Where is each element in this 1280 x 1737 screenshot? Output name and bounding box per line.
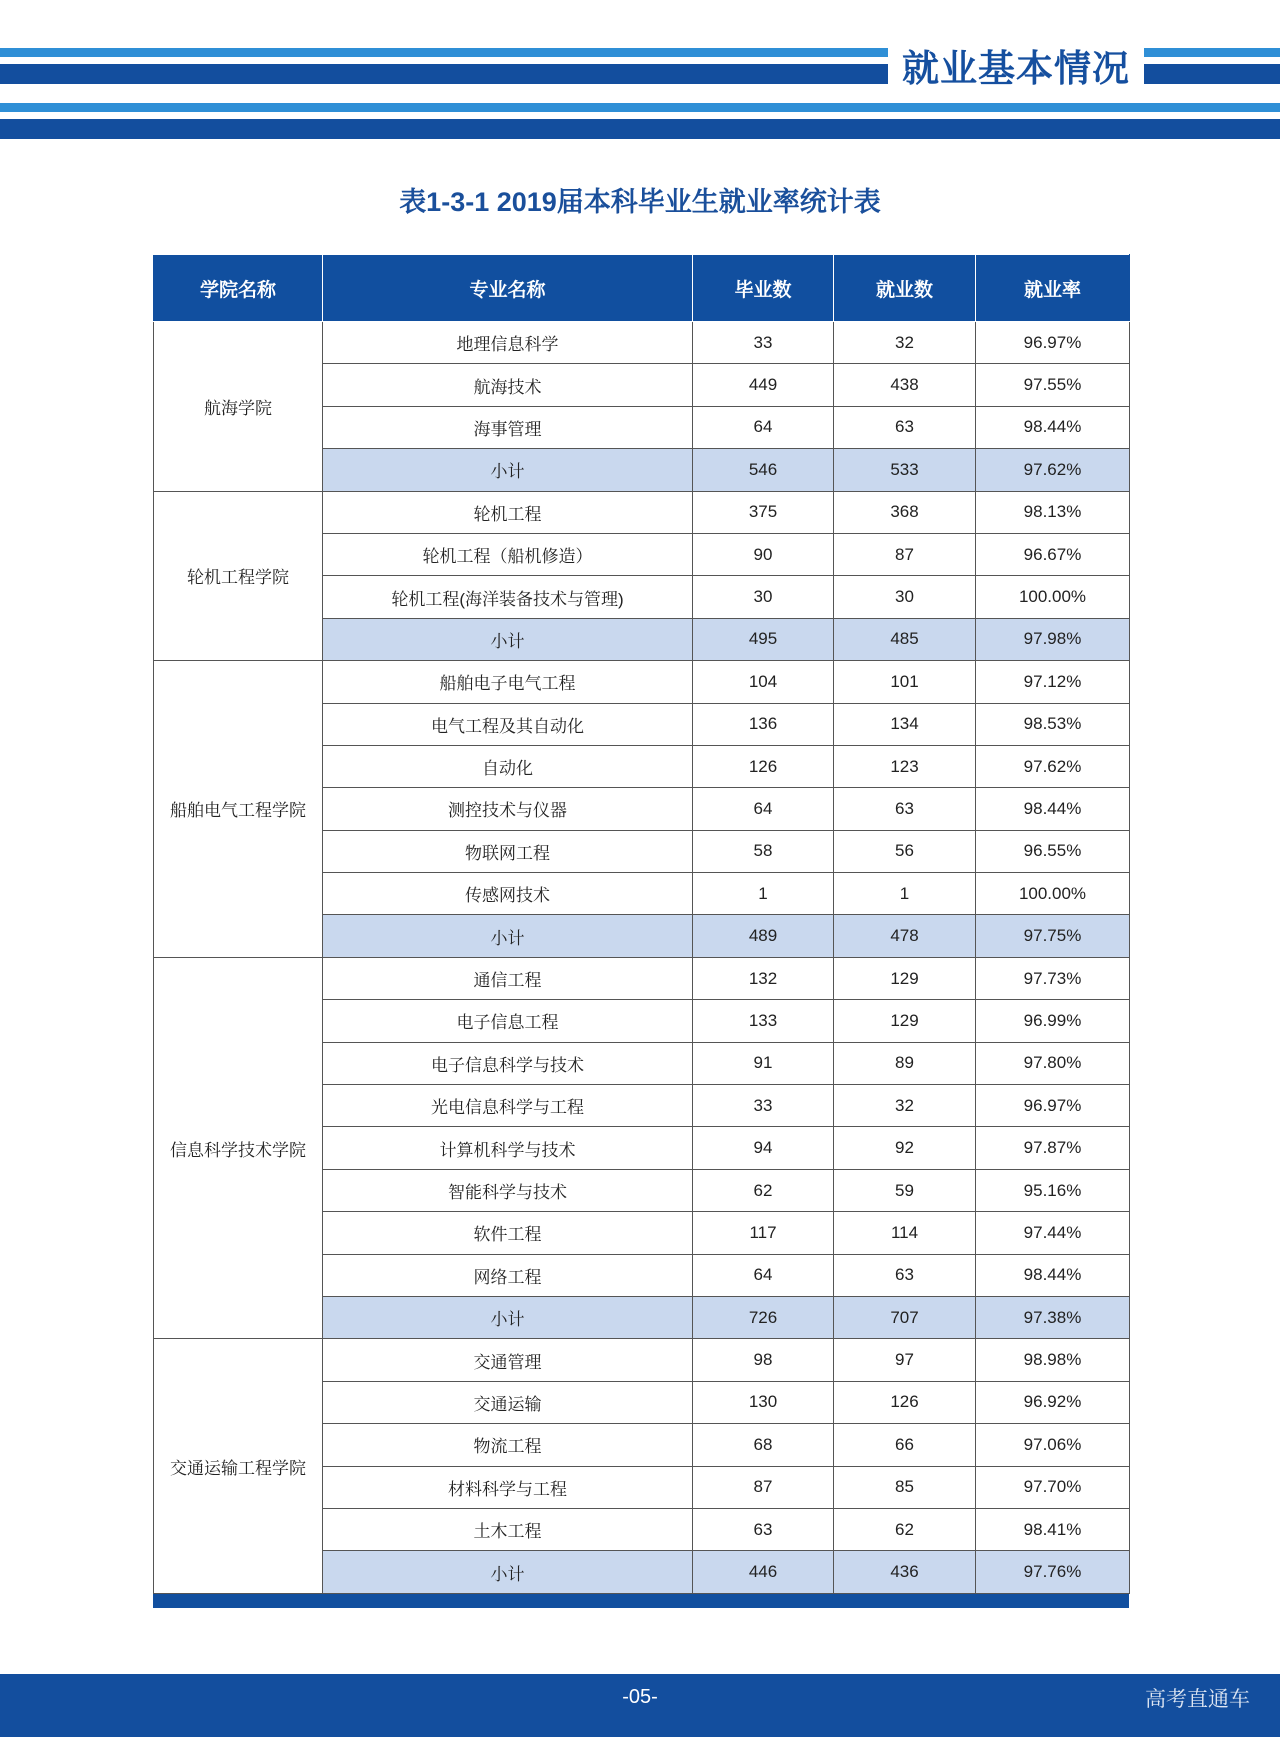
employment-rate-cell: 98.44% xyxy=(976,406,1130,448)
employed-cell: 123 xyxy=(834,745,976,787)
section-title: 就业基本情况 xyxy=(902,48,1130,89)
employed-cell: 63 xyxy=(834,1254,976,1296)
employment-rate-cell: 97.62% xyxy=(976,449,1130,491)
employment-rate-cell: 97.06% xyxy=(976,1424,1130,1466)
graduates-cell: 449 xyxy=(693,364,834,406)
graduates-cell: 30 xyxy=(693,576,834,618)
employment-rate-cell: 100.00% xyxy=(976,576,1130,618)
major-name-cell: 小计 xyxy=(323,1296,693,1338)
header-stripe-dark-left xyxy=(0,64,888,84)
college-name-cell: 航海学院 xyxy=(154,322,323,492)
employment-rate-cell: 98.44% xyxy=(976,1254,1130,1296)
major-name-cell: 土木工程 xyxy=(323,1508,693,1550)
table-row xyxy=(154,322,1130,364)
major-name-cell: 智能科学与技术 xyxy=(323,1169,693,1211)
major-name-cell: 软件工程 xyxy=(323,1212,693,1254)
employed-cell: 59 xyxy=(834,1169,976,1211)
major-name-cell: 小计 xyxy=(323,618,693,660)
table-row xyxy=(154,957,1130,999)
graduates-cell: 64 xyxy=(693,788,834,830)
employed-cell: 92 xyxy=(834,1127,976,1169)
column-header-college: 学院名称 xyxy=(154,255,323,322)
employed-cell: 707 xyxy=(834,1296,976,1338)
employed-cell: 97 xyxy=(834,1339,976,1381)
page-number: -05- xyxy=(622,1686,658,1708)
employed-cell: 114 xyxy=(834,1212,976,1254)
employment-rate-cell: 98.44% xyxy=(976,788,1130,830)
employed-cell: 32 xyxy=(834,322,976,364)
employment-rate-cell: 97.44% xyxy=(976,1212,1130,1254)
graduates-cell: 495 xyxy=(693,618,834,660)
employment-rate-cell: 98.13% xyxy=(976,491,1130,533)
table-row xyxy=(154,1339,1130,1381)
employment-rate-cell: 97.55% xyxy=(976,364,1130,406)
graduates-cell: 33 xyxy=(693,1085,834,1127)
major-name-cell: 传感网技术 xyxy=(323,873,693,915)
column-header-graduates: 毕业数 xyxy=(693,255,834,322)
employed-cell: 85 xyxy=(834,1466,976,1508)
major-name-cell: 小计 xyxy=(323,1551,693,1593)
employment-rate-cell: 97.76% xyxy=(976,1551,1130,1593)
major-name-cell: 小计 xyxy=(323,915,693,957)
major-name-cell: 轮机工程 xyxy=(323,491,693,533)
employment-rate-cell: 96.67% xyxy=(976,533,1130,575)
college-name-cell: 信息科学技术学院 xyxy=(154,957,323,1339)
employed-cell: 368 xyxy=(834,491,976,533)
employed-cell: 478 xyxy=(834,915,976,957)
major-name-cell: 网络工程 xyxy=(323,1254,693,1296)
table-title: 表1-3-1 2019届本科毕业生就业率统计表 xyxy=(399,187,881,217)
graduates-cell: 446 xyxy=(693,1551,834,1593)
graduates-cell: 91 xyxy=(693,1042,834,1084)
employment-rate-cell: 97.75% xyxy=(976,915,1130,957)
graduates-cell: 546 xyxy=(693,449,834,491)
major-name-cell: 轮机工程(海洋装备技术与管理) xyxy=(323,576,693,618)
major-name-cell: 船舶电子电气工程 xyxy=(323,661,693,703)
employed-cell: 32 xyxy=(834,1085,976,1127)
employed-cell: 129 xyxy=(834,1000,976,1042)
employed-cell: 126 xyxy=(834,1381,976,1423)
employment-rate-cell: 97.12% xyxy=(976,661,1130,703)
table-header-row xyxy=(154,255,1130,322)
employment-rate-cell: 96.99% xyxy=(976,1000,1130,1042)
employment-rate-cell: 96.97% xyxy=(976,1085,1130,1127)
graduates-cell: 68 xyxy=(693,1424,834,1466)
graduates-cell: 126 xyxy=(693,745,834,787)
graduates-cell: 64 xyxy=(693,406,834,448)
employment-rate-cell: 97.73% xyxy=(976,957,1130,999)
graduates-cell: 726 xyxy=(693,1296,834,1338)
employment-rate-cell: 97.62% xyxy=(976,745,1130,787)
major-name-cell: 通信工程 xyxy=(323,957,693,999)
graduates-cell: 133 xyxy=(693,1000,834,1042)
employment-rate-cell: 100.00% xyxy=(976,873,1130,915)
employed-cell: 436 xyxy=(834,1551,976,1593)
employed-cell: 66 xyxy=(834,1424,976,1466)
brand-watermark: 高考直通车 xyxy=(1145,1688,1250,1711)
major-name-cell: 物联网工程 xyxy=(323,830,693,872)
graduates-cell: 87 xyxy=(693,1466,834,1508)
major-name-cell: 电子信息工程 xyxy=(323,1000,693,1042)
header-stripe-light-full xyxy=(0,103,1280,112)
graduates-cell: 63 xyxy=(693,1508,834,1550)
employment-rate-cell: 97.98% xyxy=(976,618,1130,660)
major-name-cell: 测控技术与仪器 xyxy=(323,788,693,830)
table-row xyxy=(154,661,1130,703)
major-name-cell: 地理信息科学 xyxy=(323,322,693,364)
graduates-cell: 375 xyxy=(693,491,834,533)
major-name-cell: 海事管理 xyxy=(323,406,693,448)
employed-cell: 533 xyxy=(834,449,976,491)
employment-rate-cell: 97.80% xyxy=(976,1042,1130,1084)
employment-rate-cell: 98.41% xyxy=(976,1508,1130,1550)
major-name-cell: 光电信息科学与工程 xyxy=(323,1085,693,1127)
employment-rate-cell: 97.87% xyxy=(976,1127,1130,1169)
employed-cell: 89 xyxy=(834,1042,976,1084)
major-name-cell: 小计 xyxy=(323,449,693,491)
graduates-cell: 130 xyxy=(693,1381,834,1423)
employment-rate-cell: 97.38% xyxy=(976,1296,1130,1338)
table-body xyxy=(154,322,1130,1594)
employed-cell: 485 xyxy=(834,618,976,660)
graduates-cell: 132 xyxy=(693,957,834,999)
employment-rate-cell: 98.98% xyxy=(976,1339,1130,1381)
graduates-cell: 62 xyxy=(693,1169,834,1211)
graduates-cell: 90 xyxy=(693,533,834,575)
major-name-cell: 电子信息科学与技术 xyxy=(323,1042,693,1084)
college-name-cell: 船舶电气工程学院 xyxy=(154,661,323,958)
employed-cell: 63 xyxy=(834,406,976,448)
major-name-cell: 材料科学与工程 xyxy=(323,1466,693,1508)
employment-rate-cell: 98.53% xyxy=(976,703,1130,745)
employment-rate-table xyxy=(153,254,1130,1594)
major-name-cell: 电气工程及其自动化 xyxy=(323,703,693,745)
header-stripe-dark-right xyxy=(1144,64,1280,84)
college-name-cell: 交通运输工程学院 xyxy=(154,1339,323,1593)
graduates-cell: 58 xyxy=(693,830,834,872)
major-name-cell: 航海技术 xyxy=(323,364,693,406)
graduates-cell: 136 xyxy=(693,703,834,745)
employed-cell: 30 xyxy=(834,576,976,618)
graduates-cell: 64 xyxy=(693,1254,834,1296)
employment-rate-cell: 96.97% xyxy=(976,322,1130,364)
column-header-employed: 就业数 xyxy=(834,255,976,322)
employment-rate-cell: 95.16% xyxy=(976,1169,1130,1211)
graduates-cell: 33 xyxy=(693,322,834,364)
employed-cell: 63 xyxy=(834,788,976,830)
table-bottom-bar xyxy=(153,1594,1129,1608)
employment-rate-cell: 97.70% xyxy=(976,1466,1130,1508)
graduates-cell: 1 xyxy=(693,873,834,915)
employment-rate-cell: 96.55% xyxy=(976,830,1130,872)
major-name-cell: 轮机工程（船机修造） xyxy=(323,533,693,575)
employed-cell: 129 xyxy=(834,957,976,999)
employment-rate-cell: 96.92% xyxy=(976,1381,1130,1423)
major-name-cell: 计算机科学与技术 xyxy=(323,1127,693,1169)
graduates-cell: 98 xyxy=(693,1339,834,1381)
major-name-cell: 物流工程 xyxy=(323,1424,693,1466)
header-stripe-light-left xyxy=(0,48,888,57)
employed-cell: 101 xyxy=(834,661,976,703)
employed-cell: 438 xyxy=(834,364,976,406)
employed-cell: 56 xyxy=(834,830,976,872)
employed-cell: 87 xyxy=(834,533,976,575)
college-name-cell: 轮机工程学院 xyxy=(154,491,323,661)
graduates-cell: 104 xyxy=(693,661,834,703)
graduates-cell: 94 xyxy=(693,1127,834,1169)
table-row xyxy=(154,491,1130,533)
employed-cell: 1 xyxy=(834,873,976,915)
column-header-rate: 就业率 xyxy=(976,255,1130,322)
employed-cell: 134 xyxy=(834,703,976,745)
employed-cell: 62 xyxy=(834,1508,976,1550)
header-stripe-light-right xyxy=(1144,48,1280,57)
header-stripe-dark-full xyxy=(0,119,1280,139)
major-name-cell: 交通运输 xyxy=(323,1381,693,1423)
column-header-major: 专业名称 xyxy=(323,255,693,322)
graduates-cell: 489 xyxy=(693,915,834,957)
major-name-cell: 交通管理 xyxy=(323,1339,693,1381)
graduates-cell: 117 xyxy=(693,1212,834,1254)
major-name-cell: 自动化 xyxy=(323,745,693,787)
